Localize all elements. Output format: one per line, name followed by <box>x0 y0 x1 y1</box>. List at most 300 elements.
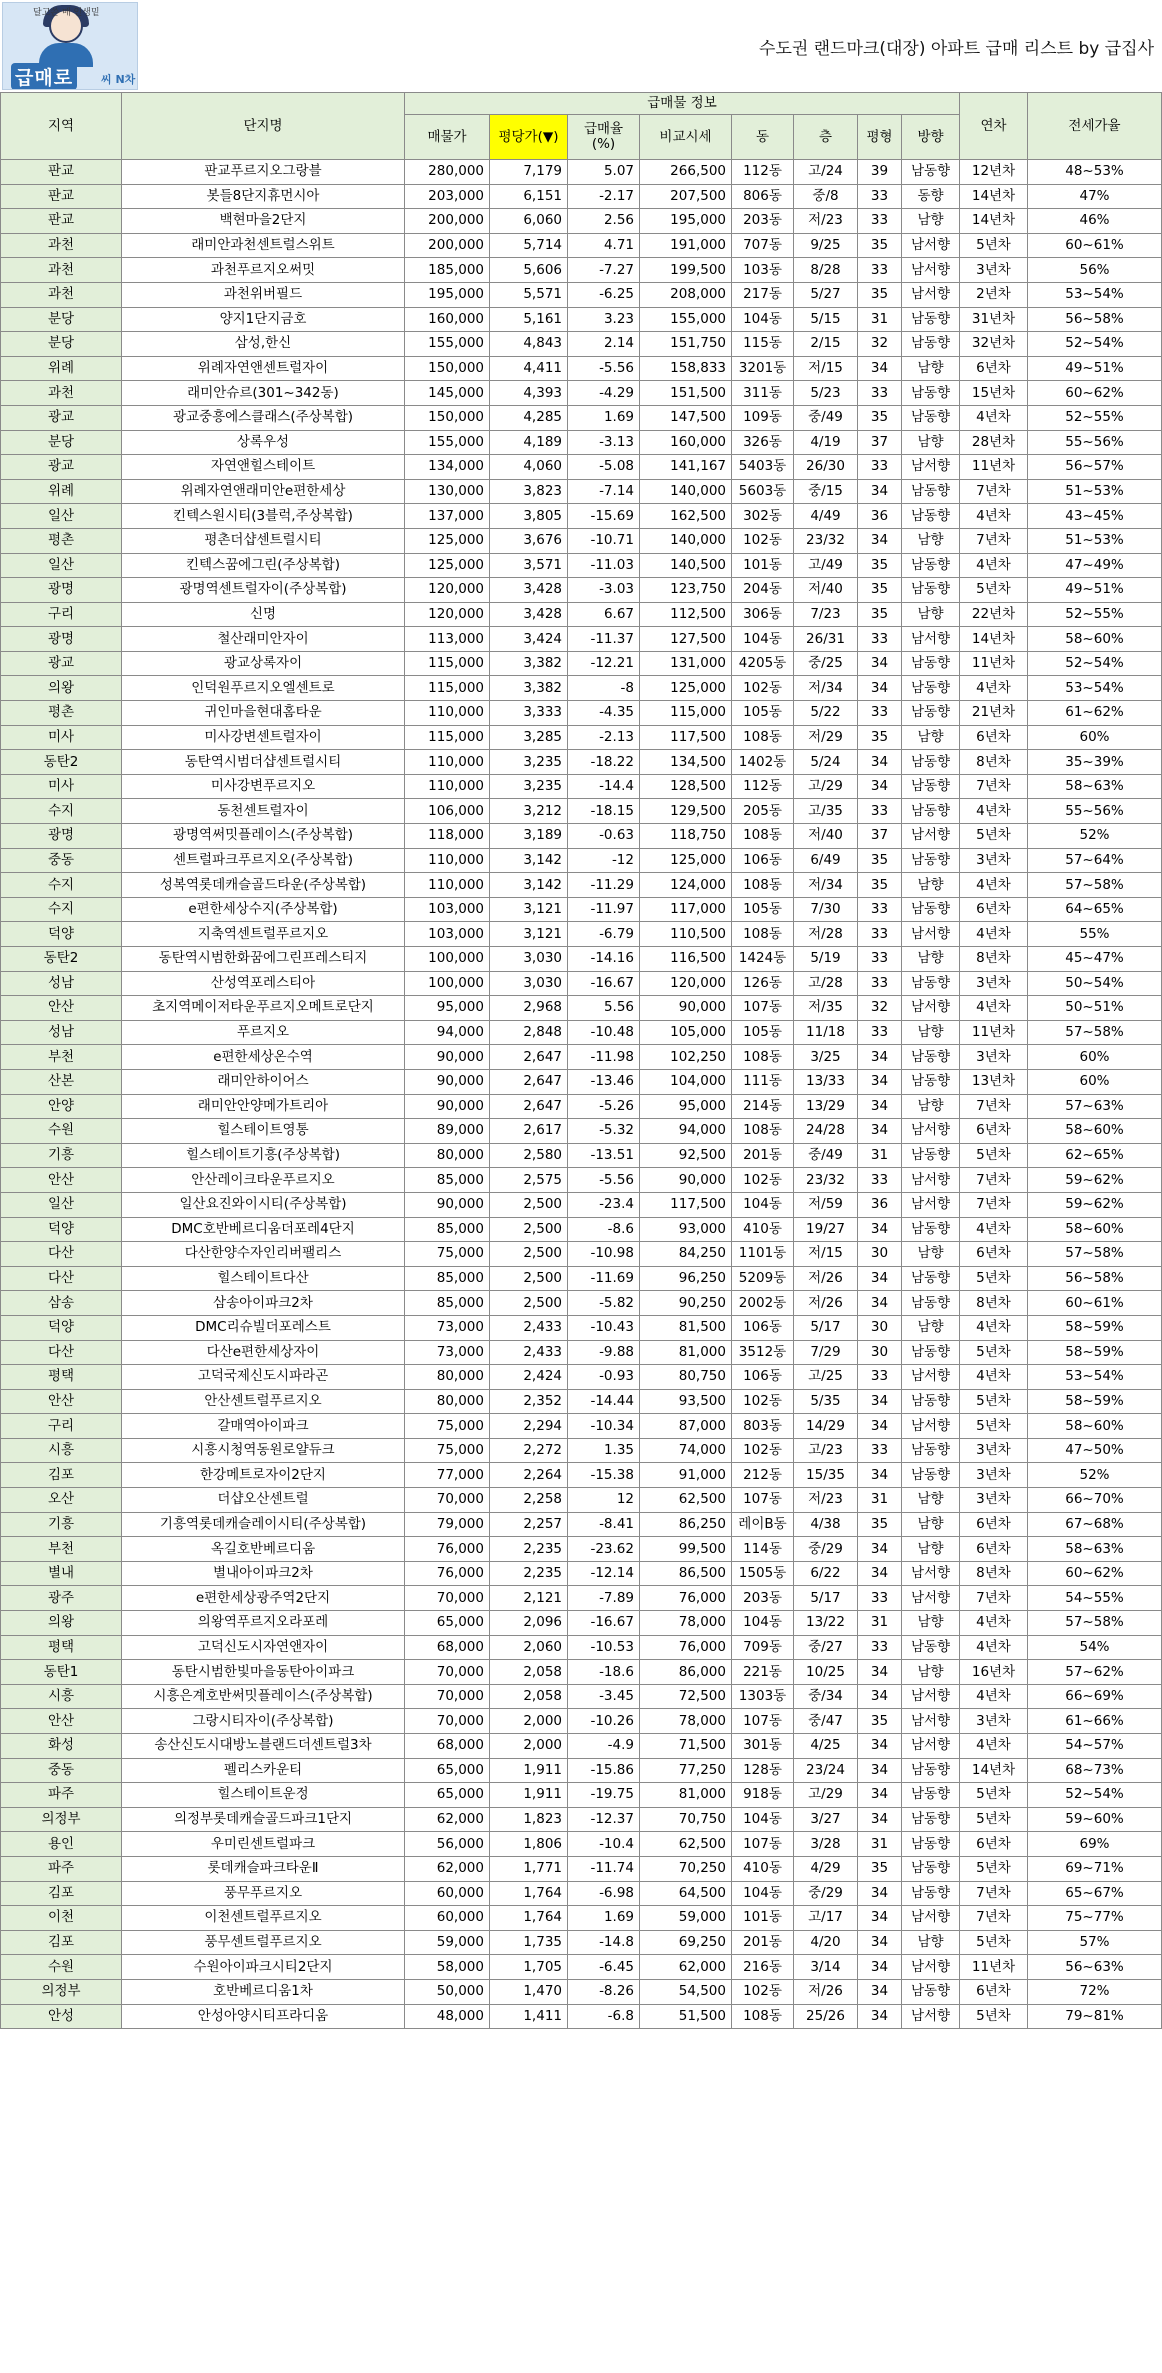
cell-pyeong: 34 <box>858 1758 902 1783</box>
cell-price-per-pyeong: 4,285 <box>490 405 568 430</box>
cell-age: 11년차 <box>960 455 1028 480</box>
table-row <box>1 1856 1162 1881</box>
cell-region: 파주 <box>1 1783 122 1808</box>
cell-price: 118,000 <box>405 824 490 849</box>
cell-compare-price: 80,750 <box>640 1365 732 1390</box>
cell-pyeong: 33 <box>858 1635 902 1660</box>
cell-building: 306동 <box>732 602 794 627</box>
cell-price-per-pyeong: 2,264 <box>490 1463 568 1488</box>
cell-region: 일산 <box>1 553 122 578</box>
cell-floor: 5/22 <box>794 701 858 726</box>
cell-direction: 남동향 <box>902 553 960 578</box>
cell-price: 115,000 <box>405 725 490 750</box>
cell-floor: 26/30 <box>794 455 858 480</box>
cell-price: 90,000 <box>405 1192 490 1217</box>
cell-building: 108동 <box>732 922 794 947</box>
cell-compare-price: 62,500 <box>640 1488 732 1513</box>
cell-building: 806동 <box>732 184 794 209</box>
cell-pyeong: 34 <box>858 1684 902 1709</box>
cell-price: 90,000 <box>405 1069 490 1094</box>
cell-floor: 3/27 <box>794 1807 858 1832</box>
cell-floor: 고/23 <box>794 1438 858 1463</box>
cell-discount-rate: 1.69 <box>568 1906 640 1931</box>
cell-jeonse-rate: 54% <box>1028 1635 1162 1660</box>
cell-age: 3년차 <box>960 1045 1028 1070</box>
cell-pyeong: 35 <box>858 725 902 750</box>
cell-direction: 남향 <box>902 356 960 381</box>
cell-price: 120,000 <box>405 578 490 603</box>
header-price-per-pyeong-sort[interactable]: 평당가(▼) <box>490 115 568 160</box>
cell-price-per-pyeong: 2,235 <box>490 1537 568 1562</box>
cell-price: 48,000 <box>405 2004 490 2029</box>
cell-direction: 남서향 <box>902 922 960 947</box>
cell-region: 부천 <box>1 1537 122 1562</box>
cell-price: 70,000 <box>405 1488 490 1513</box>
cell-age: 5년차 <box>960 1266 1028 1291</box>
cell-direction: 남향 <box>902 1930 960 1955</box>
cell-jeonse-rate: 49~51% <box>1028 356 1162 381</box>
cell-region: 광교 <box>1 651 122 676</box>
cell-direction: 남동향 <box>902 332 960 357</box>
cell-complex: 광교중흥에스클래스(주상복합) <box>122 405 405 430</box>
cell-price-per-pyeong: 2,500 <box>490 1291 568 1316</box>
cell-compare-price: 81,500 <box>640 1315 732 1340</box>
table-row <box>1 1561 1162 1586</box>
cell-age: 3년차 <box>960 971 1028 996</box>
cell-discount-rate: 2.14 <box>568 332 640 357</box>
cell-building: 201동 <box>732 1930 794 1955</box>
table-row <box>1 1488 1162 1513</box>
cell-price: 80,000 <box>405 1389 490 1414</box>
cell-building: 707동 <box>732 233 794 258</box>
cell-complex: 자연앤힐스테이트 <box>122 455 405 480</box>
cell-building: 126동 <box>732 971 794 996</box>
cell-complex: 송산신도시대방노블랜드더센트럴3차 <box>122 1734 405 1759</box>
table-row <box>1 701 1162 726</box>
cell-pyeong: 34 <box>858 1119 902 1144</box>
cell-floor: 중/27 <box>794 1635 858 1660</box>
cell-jeonse-rate: 56~58% <box>1028 307 1162 332</box>
cell-pyeong: 34 <box>858 1783 902 1808</box>
cell-age: 21년차 <box>960 701 1028 726</box>
cell-direction: 남향 <box>902 1315 960 1340</box>
header-age: 연차 <box>960 93 1028 160</box>
cell-compare-price: 131,000 <box>640 651 732 676</box>
table-row <box>1 1635 1162 1660</box>
cell-jeonse-rate: 61~62% <box>1028 701 1162 726</box>
cell-building: 107동 <box>732 1709 794 1734</box>
cell-building: 4205동 <box>732 651 794 676</box>
cell-price-per-pyeong: 2,647 <box>490 1069 568 1094</box>
cell-discount-rate: 6.67 <box>568 602 640 627</box>
cell-compare-price: 134,500 <box>640 750 732 775</box>
cell-building: 102동 <box>732 676 794 701</box>
cell-pyeong: 34 <box>858 1463 902 1488</box>
cell-age: 4년차 <box>960 1684 1028 1709</box>
cell-building: 1402동 <box>732 750 794 775</box>
cell-jeonse-rate: 47% <box>1028 184 1162 209</box>
cell-building: 326동 <box>732 430 794 455</box>
cell-floor: 11/18 <box>794 1020 858 1045</box>
cell-compare-price: 127,500 <box>640 627 732 652</box>
cell-pyeong: 33 <box>858 381 902 406</box>
cell-compare-price: 115,000 <box>640 701 732 726</box>
cell-price: 155,000 <box>405 430 490 455</box>
cell-region: 기흥 <box>1 1143 122 1168</box>
cell-price-per-pyeong: 2,257 <box>490 1512 568 1537</box>
cell-discount-rate: -5.32 <box>568 1119 640 1144</box>
cell-complex: 지축역센트럴푸르지오 <box>122 922 405 947</box>
cell-floor: 고/35 <box>794 799 858 824</box>
header-direction: 방향 <box>902 115 960 160</box>
cell-discount-rate: -10.71 <box>568 528 640 553</box>
cell-price: 70,000 <box>405 1709 490 1734</box>
header-compare-price: 비교시세 <box>640 115 732 160</box>
cell-building: 105동 <box>732 897 794 922</box>
cell-pyeong: 30 <box>858 1315 902 1340</box>
cell-jeonse-rate: 55% <box>1028 922 1162 947</box>
cell-age: 32년차 <box>960 332 1028 357</box>
cell-age: 7년차 <box>960 1192 1028 1217</box>
cell-direction: 남동향 <box>902 1291 960 1316</box>
header-floor: 층 <box>794 115 858 160</box>
cell-pyeong: 31 <box>858 1611 902 1636</box>
cell-price-per-pyeong: 1,771 <box>490 1856 568 1881</box>
cell-building: 1505동 <box>732 1561 794 1586</box>
cell-discount-rate: -18.15 <box>568 799 640 824</box>
cell-age: 7년차 <box>960 1586 1028 1611</box>
cell-compare-price: 117,500 <box>640 725 732 750</box>
cell-age: 4년차 <box>960 1365 1028 1390</box>
cell-direction: 남향 <box>902 602 960 627</box>
table-row <box>1 651 1162 676</box>
cell-building: 105동 <box>732 701 794 726</box>
table-row <box>1 1979 1162 2004</box>
cell-price: 73,000 <box>405 1340 490 1365</box>
cell-complex: 백현마을2단지 <box>122 209 405 234</box>
cell-price-per-pyeong: 5,606 <box>490 258 568 283</box>
cell-price: 90,000 <box>405 1045 490 1070</box>
cell-direction: 남동향 <box>902 971 960 996</box>
cell-floor: 저/15 <box>794 356 858 381</box>
cell-floor: 23/32 <box>794 528 858 553</box>
table-row <box>1 1069 1162 1094</box>
cell-region: 다산 <box>1 1340 122 1365</box>
table-row <box>1 922 1162 947</box>
header-complex: 단지명 <box>122 93 405 160</box>
cell-jeonse-rate: 45~47% <box>1028 947 1162 972</box>
cell-age: 7년차 <box>960 1094 1028 1119</box>
cell-price: 58,000 <box>405 1955 490 1980</box>
cell-price-per-pyeong: 2,000 <box>490 1709 568 1734</box>
cell-complex: 광명역써밋플레이스(주상복합) <box>122 824 405 849</box>
cell-discount-rate: -3.45 <box>568 1684 640 1709</box>
cell-region: 수지 <box>1 873 122 898</box>
cell-floor: 5/24 <box>794 750 858 775</box>
cell-jeonse-rate: 58~60% <box>1028 1119 1162 1144</box>
cell-age: 3년차 <box>960 1463 1028 1488</box>
cell-compare-price: 62,500 <box>640 1832 732 1857</box>
cell-compare-price: 90,000 <box>640 1168 732 1193</box>
cell-price-per-pyeong: 2,500 <box>490 1217 568 1242</box>
cell-price: 150,000 <box>405 356 490 381</box>
cell-direction: 남동향 <box>902 504 960 529</box>
cell-price-per-pyeong: 2,294 <box>490 1414 568 1439</box>
cell-jeonse-rate: 55~56% <box>1028 430 1162 455</box>
cell-region: 수원 <box>1 1955 122 1980</box>
table-row <box>1 209 1162 234</box>
cell-complex: 귀인마을현대홈타운 <box>122 701 405 726</box>
cell-discount-rate: -4.29 <box>568 381 640 406</box>
cell-price-per-pyeong: 2,617 <box>490 1119 568 1144</box>
cell-jeonse-rate: 57~58% <box>1028 873 1162 898</box>
cell-price: 80,000 <box>405 1143 490 1168</box>
cell-compare-price: 95,000 <box>640 1094 732 1119</box>
cell-jeonse-rate: 75~77% <box>1028 1906 1162 1931</box>
cell-discount-rate: -15.86 <box>568 1758 640 1783</box>
cell-direction: 남동향 <box>902 1832 960 1857</box>
cell-discount-rate: -18.6 <box>568 1660 640 1685</box>
cell-region: 안산 <box>1 996 122 1021</box>
cell-jeonse-rate: 62~65% <box>1028 1143 1162 1168</box>
cell-price: 110,000 <box>405 873 490 898</box>
cell-floor: 고/29 <box>794 1783 858 1808</box>
cell-floor: 5/15 <box>794 307 858 332</box>
cell-compare-price: 124,000 <box>640 873 732 898</box>
cell-price: 89,000 <box>405 1119 490 1144</box>
cell-jeonse-rate: 59~62% <box>1028 1192 1162 1217</box>
cell-age: 4년차 <box>960 1217 1028 1242</box>
cell-discount-rate: 1.35 <box>568 1438 640 1463</box>
cell-jeonse-rate: 66~69% <box>1028 1684 1162 1709</box>
cell-floor: 5/27 <box>794 282 858 307</box>
cell-price: 160,000 <box>405 307 490 332</box>
cell-compare-price: 266,500 <box>640 160 732 185</box>
cell-floor: 중/29 <box>794 1881 858 1906</box>
cell-floor: 중/25 <box>794 651 858 676</box>
cell-price: 110,000 <box>405 701 490 726</box>
cell-floor: 중/34 <box>794 1684 858 1709</box>
table-row <box>1 1709 1162 1734</box>
cell-age: 14년차 <box>960 209 1028 234</box>
cell-compare-price: 158,833 <box>640 356 732 381</box>
cell-pyeong: 34 <box>858 356 902 381</box>
cell-pyeong: 34 <box>858 1930 902 1955</box>
cell-price-per-pyeong: 4,843 <box>490 332 568 357</box>
cell-complex: 과천푸르지오써밋 <box>122 258 405 283</box>
cell-discount-rate: -12 <box>568 848 640 873</box>
cell-jeonse-rate: 57~62% <box>1028 1660 1162 1685</box>
cell-direction: 남동향 <box>902 1856 960 1881</box>
cell-complex: 다산한양수자인리버팰리스 <box>122 1242 405 1267</box>
cell-price: 73,000 <box>405 1315 490 1340</box>
cell-jeonse-rate: 68~73% <box>1028 1758 1162 1783</box>
cell-jeonse-rate: 67~68% <box>1028 1512 1162 1537</box>
cell-discount-rate: -23.4 <box>568 1192 640 1217</box>
cell-floor: 7/29 <box>794 1340 858 1365</box>
cell-building: 410동 <box>732 1856 794 1881</box>
cell-pyeong: 33 <box>858 209 902 234</box>
cell-region: 오산 <box>1 1488 122 1513</box>
cell-complex: 다산e편한세상자이 <box>122 1340 405 1365</box>
cell-price-per-pyeong: 1,470 <box>490 1979 568 2004</box>
table-row <box>1 996 1162 1021</box>
cell-pyeong: 33 <box>858 1020 902 1045</box>
cell-building: 102동 <box>732 1438 794 1463</box>
cell-age: 4년차 <box>960 405 1028 430</box>
cell-region: 안산 <box>1 1709 122 1734</box>
cell-discount-rate: -6.8 <box>568 2004 640 2029</box>
cell-direction: 남서향 <box>902 2004 960 2029</box>
cell-jeonse-rate: 49~51% <box>1028 578 1162 603</box>
cell-complex: 동천센트럴자이 <box>122 799 405 824</box>
cell-direction: 남동향 <box>902 750 960 775</box>
cell-building: 918동 <box>732 1783 794 1808</box>
cell-discount-rate: -11.29 <box>568 873 640 898</box>
cell-region: 의정부 <box>1 1979 122 2004</box>
cell-floor: 6/49 <box>794 848 858 873</box>
cell-compare-price: 128,500 <box>640 774 732 799</box>
cell-price-per-pyeong: 3,805 <box>490 504 568 529</box>
cell-floor: 저/26 <box>794 1266 858 1291</box>
cell-complex: 광교상록자이 <box>122 651 405 676</box>
cell-complex: 신명 <box>122 602 405 627</box>
cell-compare-price: 117,000 <box>640 897 732 922</box>
table-row <box>1 1832 1162 1857</box>
cell-age: 5년차 <box>960 1856 1028 1881</box>
cell-building: 216동 <box>732 1955 794 1980</box>
cell-age: 5년차 <box>960 578 1028 603</box>
cell-pyeong: 31 <box>858 1488 902 1513</box>
cell-price-per-pyeong: 3,571 <box>490 553 568 578</box>
cell-complex: 옥길호반베르디움 <box>122 1537 405 1562</box>
cell-floor: 14/29 <box>794 1414 858 1439</box>
cell-discount-rate: -15.69 <box>568 504 640 529</box>
cell-price: 90,000 <box>405 1094 490 1119</box>
cell-discount-rate: -18.22 <box>568 750 640 775</box>
cell-price: 70,000 <box>405 1586 490 1611</box>
cell-complex: 미사강변센트럴자이 <box>122 725 405 750</box>
cell-price-per-pyeong: 2,424 <box>490 1365 568 1390</box>
cell-pyeong: 34 <box>858 1807 902 1832</box>
cell-discount-rate: -15.38 <box>568 1463 640 1488</box>
cell-pyeong: 34 <box>858 774 902 799</box>
cell-building: 217동 <box>732 282 794 307</box>
cell-building: 108동 <box>732 2004 794 2029</box>
cell-price-per-pyeong: 5,161 <box>490 307 568 332</box>
cell-region: 판교 <box>1 209 122 234</box>
cell-age: 4년차 <box>960 1611 1028 1636</box>
cell-compare-price: 105,000 <box>640 1020 732 1045</box>
cell-floor: 9/25 <box>794 233 858 258</box>
cell-price: 150,000 <box>405 405 490 430</box>
cell-region: 다산 <box>1 1242 122 1267</box>
cell-direction: 남동향 <box>902 1758 960 1783</box>
cell-region: 과천 <box>1 282 122 307</box>
cell-discount-rate: -6.45 <box>568 1955 640 1980</box>
cell-complex: 삼성,한신 <box>122 332 405 357</box>
cell-pyeong: 33 <box>858 799 902 824</box>
cell-pyeong: 35 <box>858 1856 902 1881</box>
cell-region: 의정부 <box>1 1807 122 1832</box>
cell-age: 4년차 <box>960 873 1028 898</box>
cell-pyeong: 35 <box>858 233 902 258</box>
header-price: 매물가 <box>405 115 490 160</box>
cell-compare-price: 208,000 <box>640 282 732 307</box>
cell-region: 과천 <box>1 233 122 258</box>
cell-price-per-pyeong: 3,235 <box>490 774 568 799</box>
cell-price: 125,000 <box>405 553 490 578</box>
cell-region: 덕양 <box>1 1217 122 1242</box>
cell-compare-price: 123,750 <box>640 578 732 603</box>
cell-floor: 24/28 <box>794 1119 858 1144</box>
cell-direction: 남동향 <box>902 651 960 676</box>
cell-jeonse-rate: 66~70% <box>1028 1488 1162 1513</box>
cell-jeonse-rate: 60% <box>1028 1069 1162 1094</box>
cell-building: 104동 <box>732 1807 794 1832</box>
cell-region: 과천 <box>1 381 122 406</box>
cell-pyeong: 34 <box>858 1979 902 2004</box>
table-row <box>1 1660 1162 1685</box>
cell-price-per-pyeong: 7,179 <box>490 160 568 185</box>
cell-compare-price: 54,500 <box>640 1979 732 2004</box>
cell-direction: 남서향 <box>902 1684 960 1709</box>
cell-price-per-pyeong: 2,647 <box>490 1045 568 1070</box>
cell-floor: 19/27 <box>794 1217 858 1242</box>
cell-price-per-pyeong: 1,823 <box>490 1807 568 1832</box>
cell-direction: 남동향 <box>902 1463 960 1488</box>
cell-region: 동탄1 <box>1 1660 122 1685</box>
cell-price-per-pyeong: 2,060 <box>490 1635 568 1660</box>
cell-direction: 남서향 <box>902 627 960 652</box>
cell-complex: 산성역포레스티아 <box>122 971 405 996</box>
cell-direction: 남향 <box>902 1512 960 1537</box>
cell-building: 3512동 <box>732 1340 794 1365</box>
cell-price: 68,000 <box>405 1734 490 1759</box>
cell-discount-rate: -23.62 <box>568 1537 640 1562</box>
cell-building: 101동 <box>732 1906 794 1931</box>
cell-building: 301동 <box>732 1734 794 1759</box>
cell-building: 3201동 <box>732 356 794 381</box>
cell-pyeong: 32 <box>858 332 902 357</box>
table-row <box>1 1192 1162 1217</box>
cell-pyeong: 35 <box>858 873 902 898</box>
cell-floor: 중/29 <box>794 1537 858 1562</box>
cell-price-per-pyeong: 2,968 <box>490 996 568 1021</box>
header-group-listing-info: 급매물 정보 <box>405 93 960 115</box>
cell-jeonse-rate: 57~63% <box>1028 1094 1162 1119</box>
table-row <box>1 1955 1162 1980</box>
table-row <box>1 1094 1162 1119</box>
cell-jeonse-rate: 65~67% <box>1028 1881 1162 1906</box>
cell-discount-rate: -12.37 <box>568 1807 640 1832</box>
cell-jeonse-rate: 56~57% <box>1028 455 1162 480</box>
cell-direction: 남향 <box>902 1488 960 1513</box>
cell-pyeong: 35 <box>858 602 902 627</box>
cell-complex: 인덕원푸르지오엘센트로 <box>122 676 405 701</box>
table-row <box>1 1906 1162 1931</box>
cell-price-per-pyeong: 3,235 <box>490 750 568 775</box>
table-row <box>1 307 1162 332</box>
cell-price: 50,000 <box>405 1979 490 2004</box>
cell-discount-rate: 4.71 <box>568 233 640 258</box>
cell-price-per-pyeong: 3,121 <box>490 922 568 947</box>
cell-region: 분당 <box>1 307 122 332</box>
table-row <box>1 258 1162 283</box>
cell-discount-rate: -8.6 <box>568 1217 640 1242</box>
cell-complex: 갈매역아이파크 <box>122 1414 405 1439</box>
cell-age: 12년차 <box>960 160 1028 185</box>
